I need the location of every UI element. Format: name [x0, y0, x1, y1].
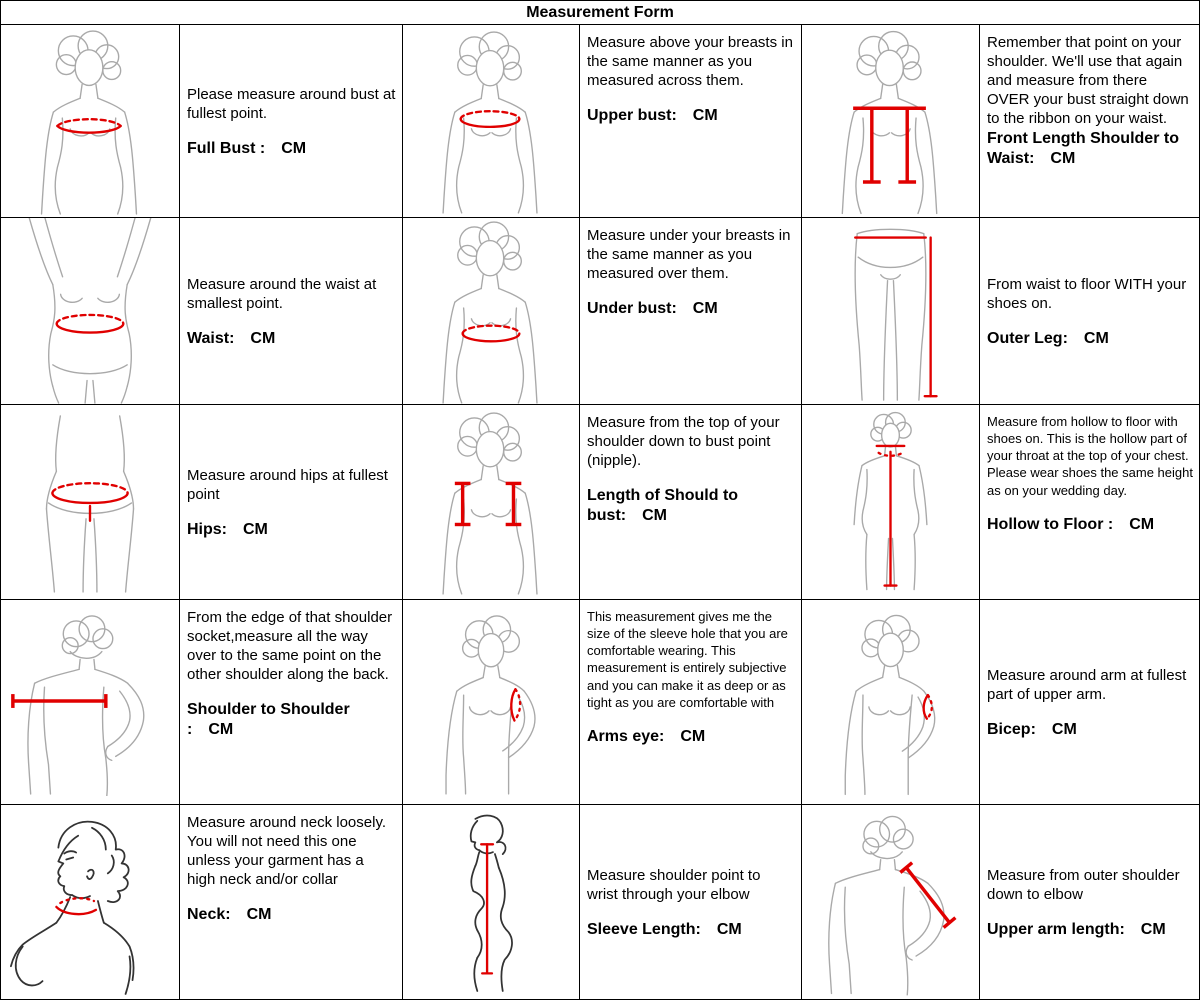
measurement-description: Measure from outer shoulder down to elbow	[987, 866, 1180, 903]
under-bust-text-cell	[580, 218, 801, 404]
upper-bust-text-cell	[580, 25, 801, 217]
full-bust-text-cell	[180, 25, 402, 217]
unit-label: CM	[281, 140, 307, 158]
arms-eye-text-cell	[580, 600, 801, 804]
unit-label: CM	[1083, 330, 1109, 348]
upper-bust-figure-cell	[403, 25, 579, 217]
measurement-description: From waist to floor WITH your shoes on.	[987, 275, 1187, 312]
unit-label: CM	[1051, 721, 1077, 739]
measurement-description: Measure from hollow to floor with shoes on. This is the hollow part of your throat at the top of your chest. Please wear shoes the same height as on your wedding day.	[987, 414, 1193, 498]
neck-text-cell	[180, 805, 402, 999]
unit-label: CM	[1140, 921, 1166, 939]
hollow-to-floor-text-cell	[980, 405, 1199, 599]
arms-eye-figure	[403, 600, 579, 804]
shoulder-to-shoulder-text-cell	[180, 600, 402, 804]
measurement-description: Measure around arm at fullest part of upper arm.	[987, 666, 1187, 703]
under-bust-figure-cell	[403, 218, 579, 404]
neck-figure-cell	[1, 805, 179, 999]
unit-label: CM	[692, 300, 718, 318]
front-length-figure-cell	[802, 25, 979, 217]
measurement-label: Sleeve Length: CM	[587, 921, 742, 939]
measurement-label: Arms eye: CM	[587, 727, 706, 745]
measurement-description: Measure around the waist at smallest point.	[187, 275, 377, 312]
arms-eye-figure-cell	[403, 600, 579, 804]
length-shoulder-to-bust-figure	[403, 405, 579, 599]
unit-label: CM	[243, 521, 268, 539]
neck-figure	[1, 805, 179, 999]
measurement-description: Remember that point on your shoulder. We'll use that again and measure from there OVER your bust straight down to the ribbon on your waist.	[987, 34, 1189, 128]
measurement-description: Measure from the top of your shoulder down to bust point (nipple).	[587, 414, 780, 470]
hips-figure	[1, 405, 179, 599]
unit-label: CM	[716, 921, 742, 939]
measurement-label: Neck: CM	[187, 906, 272, 924]
unit-label: CM	[1050, 150, 1076, 168]
measurement-label: Shoulder to Shoulder : CM	[187, 701, 350, 739]
measurement-description: Measure under your breasts in the same manner as you measured over them.	[587, 227, 791, 283]
measurement-description: Measure around neck loosely. You will not need this one unless your garment has a high neck and/or collar	[187, 814, 386, 889]
measurement-description: Please measure around bust at fullest point.	[187, 85, 396, 122]
shoulder-to-bust-figure-cell	[403, 405, 579, 599]
bicep-figure	[802, 600, 979, 804]
measurement-label: Front Length Shoulder to Waist: CM	[987, 130, 1179, 168]
waist-figure	[1, 218, 179, 404]
waist-text-cell	[180, 218, 402, 404]
measurement-label: Waist: CM	[187, 330, 276, 348]
measurement-label: Length of Should to bust: CM	[587, 487, 739, 525]
shoulder-to-bust-text-cell	[580, 405, 801, 599]
measurement-label: Upper arm length: CM	[987, 921, 1166, 939]
upper-arm-length-text-cell	[980, 805, 1199, 999]
unit-label: CM	[692, 107, 718, 125]
measurement-description: Measure above your breasts in the same manner as you measured across them.	[587, 34, 793, 90]
unit-label: CM	[1129, 515, 1155, 533]
front-length-text-cell	[980, 25, 1199, 217]
bicep-text-cell	[980, 600, 1199, 804]
hips-text-cell	[180, 405, 402, 599]
upper-arm-length-figure-cell	[802, 805, 979, 999]
measurement-description: This measurement gives me the size of the sleeve hole that you are comfortable wearing. This measurement is entirely subjective and you can make it as deep or as tight as you are comfortable with	[587, 609, 788, 710]
unit-label: CM	[680, 727, 706, 745]
waist-figure-cell	[1, 218, 179, 404]
upper-bust-figure	[403, 25, 579, 217]
under-bust-figure	[403, 218, 579, 404]
measurement-label: Upper bust: CM	[587, 107, 718, 125]
outer-leg-text-cell	[980, 218, 1199, 404]
sleeve-length-text-cell	[580, 805, 801, 999]
hips-figure-cell	[1, 405, 179, 599]
measurement-description: From the edge of that shoulder socket,measure all the way over to the same point on the other shoulder along the back.	[187, 609, 393, 684]
outer-leg-figure-cell	[802, 218, 979, 404]
unit-label: CM	[208, 721, 234, 739]
measurement-label: Under bust: CM	[587, 300, 718, 318]
full-bust-figure-cell	[1, 25, 179, 217]
bicep-figure-cell	[802, 600, 979, 804]
upper-arm-length-figure	[802, 805, 979, 999]
measurement-label: Hollow to Floor : CM	[987, 515, 1155, 533]
page-title: Measurement Form	[1, 1, 1199, 24]
shoulder-to-shoulder-figure-cell	[1, 600, 179, 804]
measurement-description: Measure around hips at fullest point	[187, 466, 388, 503]
hollow-to-floor-figure-cell	[802, 405, 979, 599]
sleeve-length-figure-cell	[403, 805, 579, 999]
measurement-label: Full Bust : CM	[187, 140, 307, 158]
sleeve-length-figure	[403, 805, 579, 999]
shoulder-to-shoulder-figure	[1, 600, 179, 804]
measurement-label: Hips: CM	[187, 521, 268, 539]
measurement-label: Outer Leg: CM	[987, 330, 1109, 348]
measurement-label: Bicep: CM	[987, 721, 1077, 739]
unit-label: CM	[246, 906, 272, 924]
unit-label: CM	[250, 330, 276, 348]
full-bust-figure	[1, 25, 179, 217]
hollow-to-floor-figure	[802, 405, 979, 599]
measurement-description: Measure shoulder point to wrist through your elbow	[587, 866, 761, 903]
outer-leg-figure	[802, 218, 979, 404]
unit-label: CM	[642, 507, 667, 525]
front-length-shoulder-to-waist-figure	[802, 25, 979, 217]
